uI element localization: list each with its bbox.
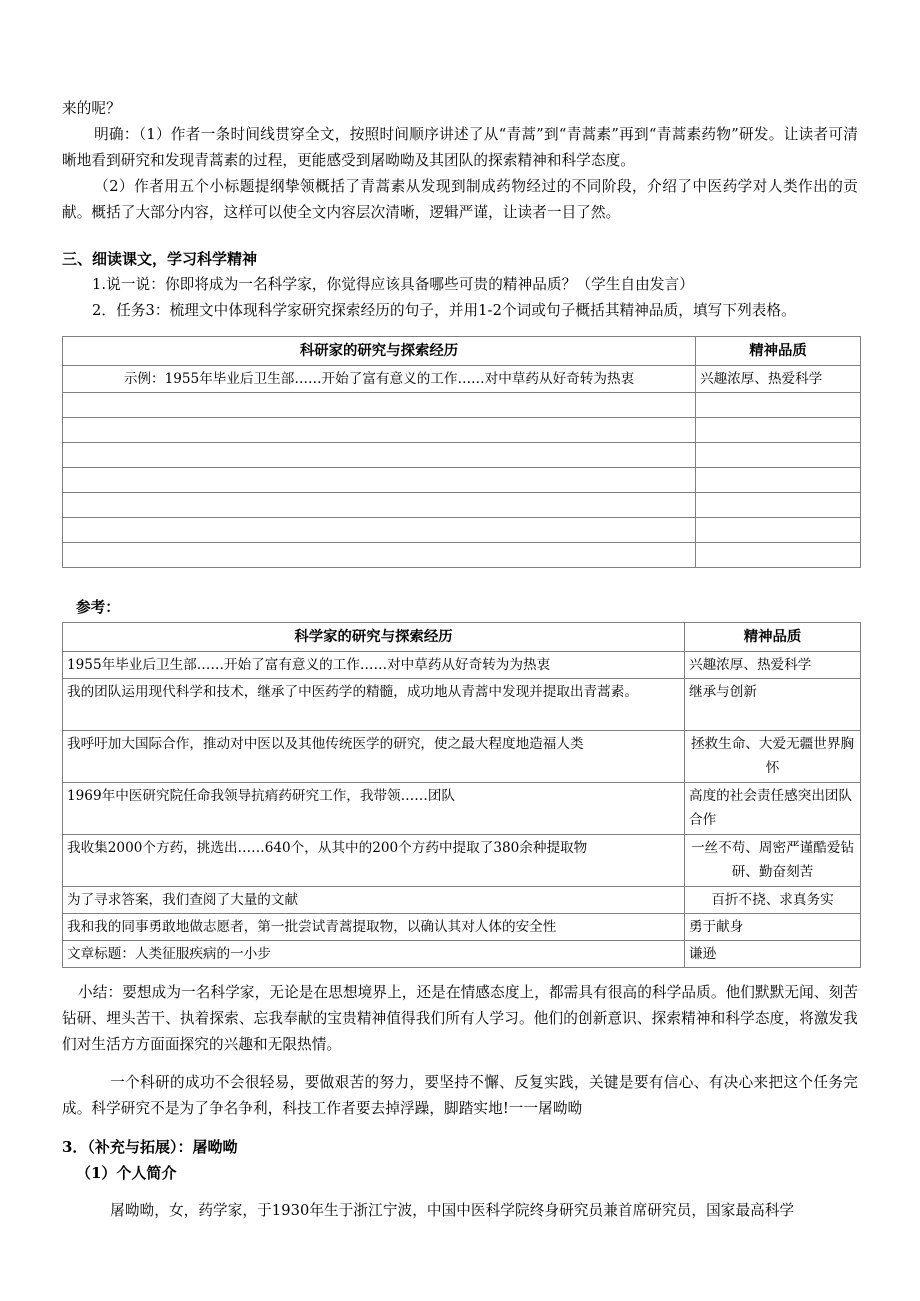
cell-experience[interactable] xyxy=(63,493,696,518)
paragraph-ming-2: （2）作者用五个小标题提纲挚领概括了青蒿素从发现到制成药物经过的不同阶段，介绍了中医药学对人类作出的贡献。概括了大部分内容，这样可以使全文内容层次清晰，逻辑严谨，让读者一目了然。 xyxy=(62,178,858,221)
cell-experience: 我呼吁加大国际合作，推动对中医以及其他传统医学的研究，使之最大程度地造福人类 xyxy=(63,731,685,783)
item-three-subheading: （1）个人简介 xyxy=(76,1164,177,1182)
cell-quality[interactable] xyxy=(696,543,861,568)
cell-quality[interactable] xyxy=(696,443,861,468)
top-fragment-text: 来的呢？ xyxy=(62,100,121,117)
spacer xyxy=(62,226,858,246)
cell-quality[interactable] xyxy=(696,418,861,443)
table-row xyxy=(63,887,861,914)
cell-quality: 百折不挠、求真务实 xyxy=(685,887,861,914)
quote-paragraph: 一个科研的成功不会很轻易，要做艰苦的努力，要坚持不懈、反复实践，关键是要有信心、有决心来把这个任务完成。科学研究不是为了争名争利，科技工作者要去掉浮躁，脚踏实地!一一屠呦呦 xyxy=(62,1074,858,1117)
reference-answer-table xyxy=(62,622,861,968)
cell-quality: 谦逊 xyxy=(685,941,861,968)
table-row[interactable] xyxy=(63,418,861,443)
cell-experience: 文章标题：人类征服疾病的一小步 xyxy=(63,941,685,968)
spacer xyxy=(62,1186,858,1198)
spacer xyxy=(62,324,858,336)
header-cell-experience: 科研家的研究与探索经历 xyxy=(63,337,696,366)
cell-quality: 勇于献身 xyxy=(685,914,861,941)
spacer xyxy=(62,1122,858,1134)
cell-experience: 我和我的同事勇敢地做志愿者，第一批尝试青蒿提取物，以确认其对人体的安全性 xyxy=(63,914,685,941)
table-row[interactable] xyxy=(63,493,861,518)
table-row[interactable] xyxy=(63,543,861,568)
table-row xyxy=(63,366,861,393)
item-three-heading: 3．（补充与拓展）：屠呦呦 xyxy=(62,1138,238,1156)
table-row xyxy=(63,731,861,783)
table-row xyxy=(63,835,861,887)
header-cell-quality: 精神品质 xyxy=(685,623,861,652)
cell-experience[interactable] xyxy=(63,468,696,493)
table-header-row xyxy=(63,623,861,652)
spacer xyxy=(62,1058,858,1070)
cell-quality[interactable] xyxy=(696,393,861,418)
table-row xyxy=(63,652,861,679)
table-row[interactable] xyxy=(63,468,861,493)
cell-quality: 继承与创新 xyxy=(685,679,861,731)
spacer xyxy=(62,968,858,980)
cell-experience: 1955年毕业后卫生部……开始了富有意义的工作……对中草药从好奇转为为热衷 xyxy=(63,652,685,679)
spacer xyxy=(62,568,858,596)
table-row xyxy=(63,783,861,835)
header-cell-quality: 精神品质 xyxy=(696,337,861,366)
cell-quality: 拯救生命、大爱无疆世界胸怀 xyxy=(685,731,861,783)
biography-paragraph: 屠呦呦，女，药学家，于1930年生于浙江宁波，中国中医科学院终身研究员兼首席研究员，国家最高科学 xyxy=(110,1202,795,1219)
cell-experience: 示例：1955年毕业后卫生部……开始了富有意义的工作……对中草药从好奇转为热衷 xyxy=(63,366,696,393)
cell-quality: 一丝不苟、周密严谨酷爱钻研、勤奋刻苦 xyxy=(685,835,861,887)
table-header-row xyxy=(63,337,861,366)
paragraph-ming-1: 明确：（1）作者一条时间线贯穿全文，按照时间顺序讲述了从“青蒿”到“青蒿素”再到“青蒿素药物”研发。让读者可清晰地看到研究和发现青蒿素的过程，更能感受到屠呦呦及其团队的探索精神和科学态度。 xyxy=(62,126,858,169)
cell-experience[interactable] xyxy=(63,393,696,418)
cell-quality[interactable] xyxy=(696,518,861,543)
cell-quality[interactable] xyxy=(696,468,861,493)
table-row[interactable] xyxy=(63,393,861,418)
cell-experience[interactable] xyxy=(63,518,696,543)
header-cell-experience: 科学家的研究与探索经历 xyxy=(63,623,685,652)
table-row xyxy=(63,914,861,941)
section-heading-three: 三、细读课文，学习科学精神 xyxy=(62,250,258,268)
cell-experience[interactable] xyxy=(63,443,696,468)
item-one-text: 1.说一说：你即将成为一名科学家，你觉得应该具备哪些可贵的精神品质？（学生自由发言） xyxy=(92,276,694,293)
table-row xyxy=(63,679,861,731)
cell-experience: 为了寻求答案，我们查阅了大量的文献 xyxy=(63,887,685,914)
reference-label: 参考： xyxy=(76,599,120,616)
cell-experience: 我收集2000个方药，挑选出……640个，从其中的200个方药中提取了380余种提取物 xyxy=(63,835,685,887)
item-two-text: 2．任务3：梳理文中体现科学家研究探索经历的句子，并用1-2个词或句子概括其精神品质，填写下列表格。 xyxy=(92,302,796,319)
table-row[interactable] xyxy=(63,518,861,543)
cell-experience: 1969年中医研究院任命我领导抗痟药研究工作，我带领……团队 xyxy=(63,783,685,835)
cell-quality: 兴趣浓厚、热爱科学 xyxy=(685,652,861,679)
cell-quality[interactable] xyxy=(696,493,861,518)
summary-paragraph: 小结：要想成为一名科学家，无论是在思想境界上，还是在情感态度上，都需具有很高的科学品质。他们默默无闻、刻苦钻研、埋头苦干、执着探索、忘我奉献的宝贵精神值得我们所有人学习。他们的创新意识、探索精神和科学态度，将激发我们对生活方方面面探究的兴趣和无限热情。 xyxy=(62,984,858,1053)
cell-experience: 我的团队运用现代科学和技术，继承了中医药学的精髓，成功地从青蒿中发现并提取出青蒿素。 xyxy=(63,679,685,731)
cell-quality: 高度的社会责任感突出团队合作 xyxy=(685,783,861,835)
table-row xyxy=(63,941,861,968)
cell-experience[interactable] xyxy=(63,418,696,443)
blank-worksheet-table xyxy=(62,336,861,568)
cell-experience[interactable] xyxy=(63,543,696,568)
table-row[interactable] xyxy=(63,443,861,468)
cell-quality: 兴趣浓厚、热爱科学 xyxy=(696,366,861,393)
